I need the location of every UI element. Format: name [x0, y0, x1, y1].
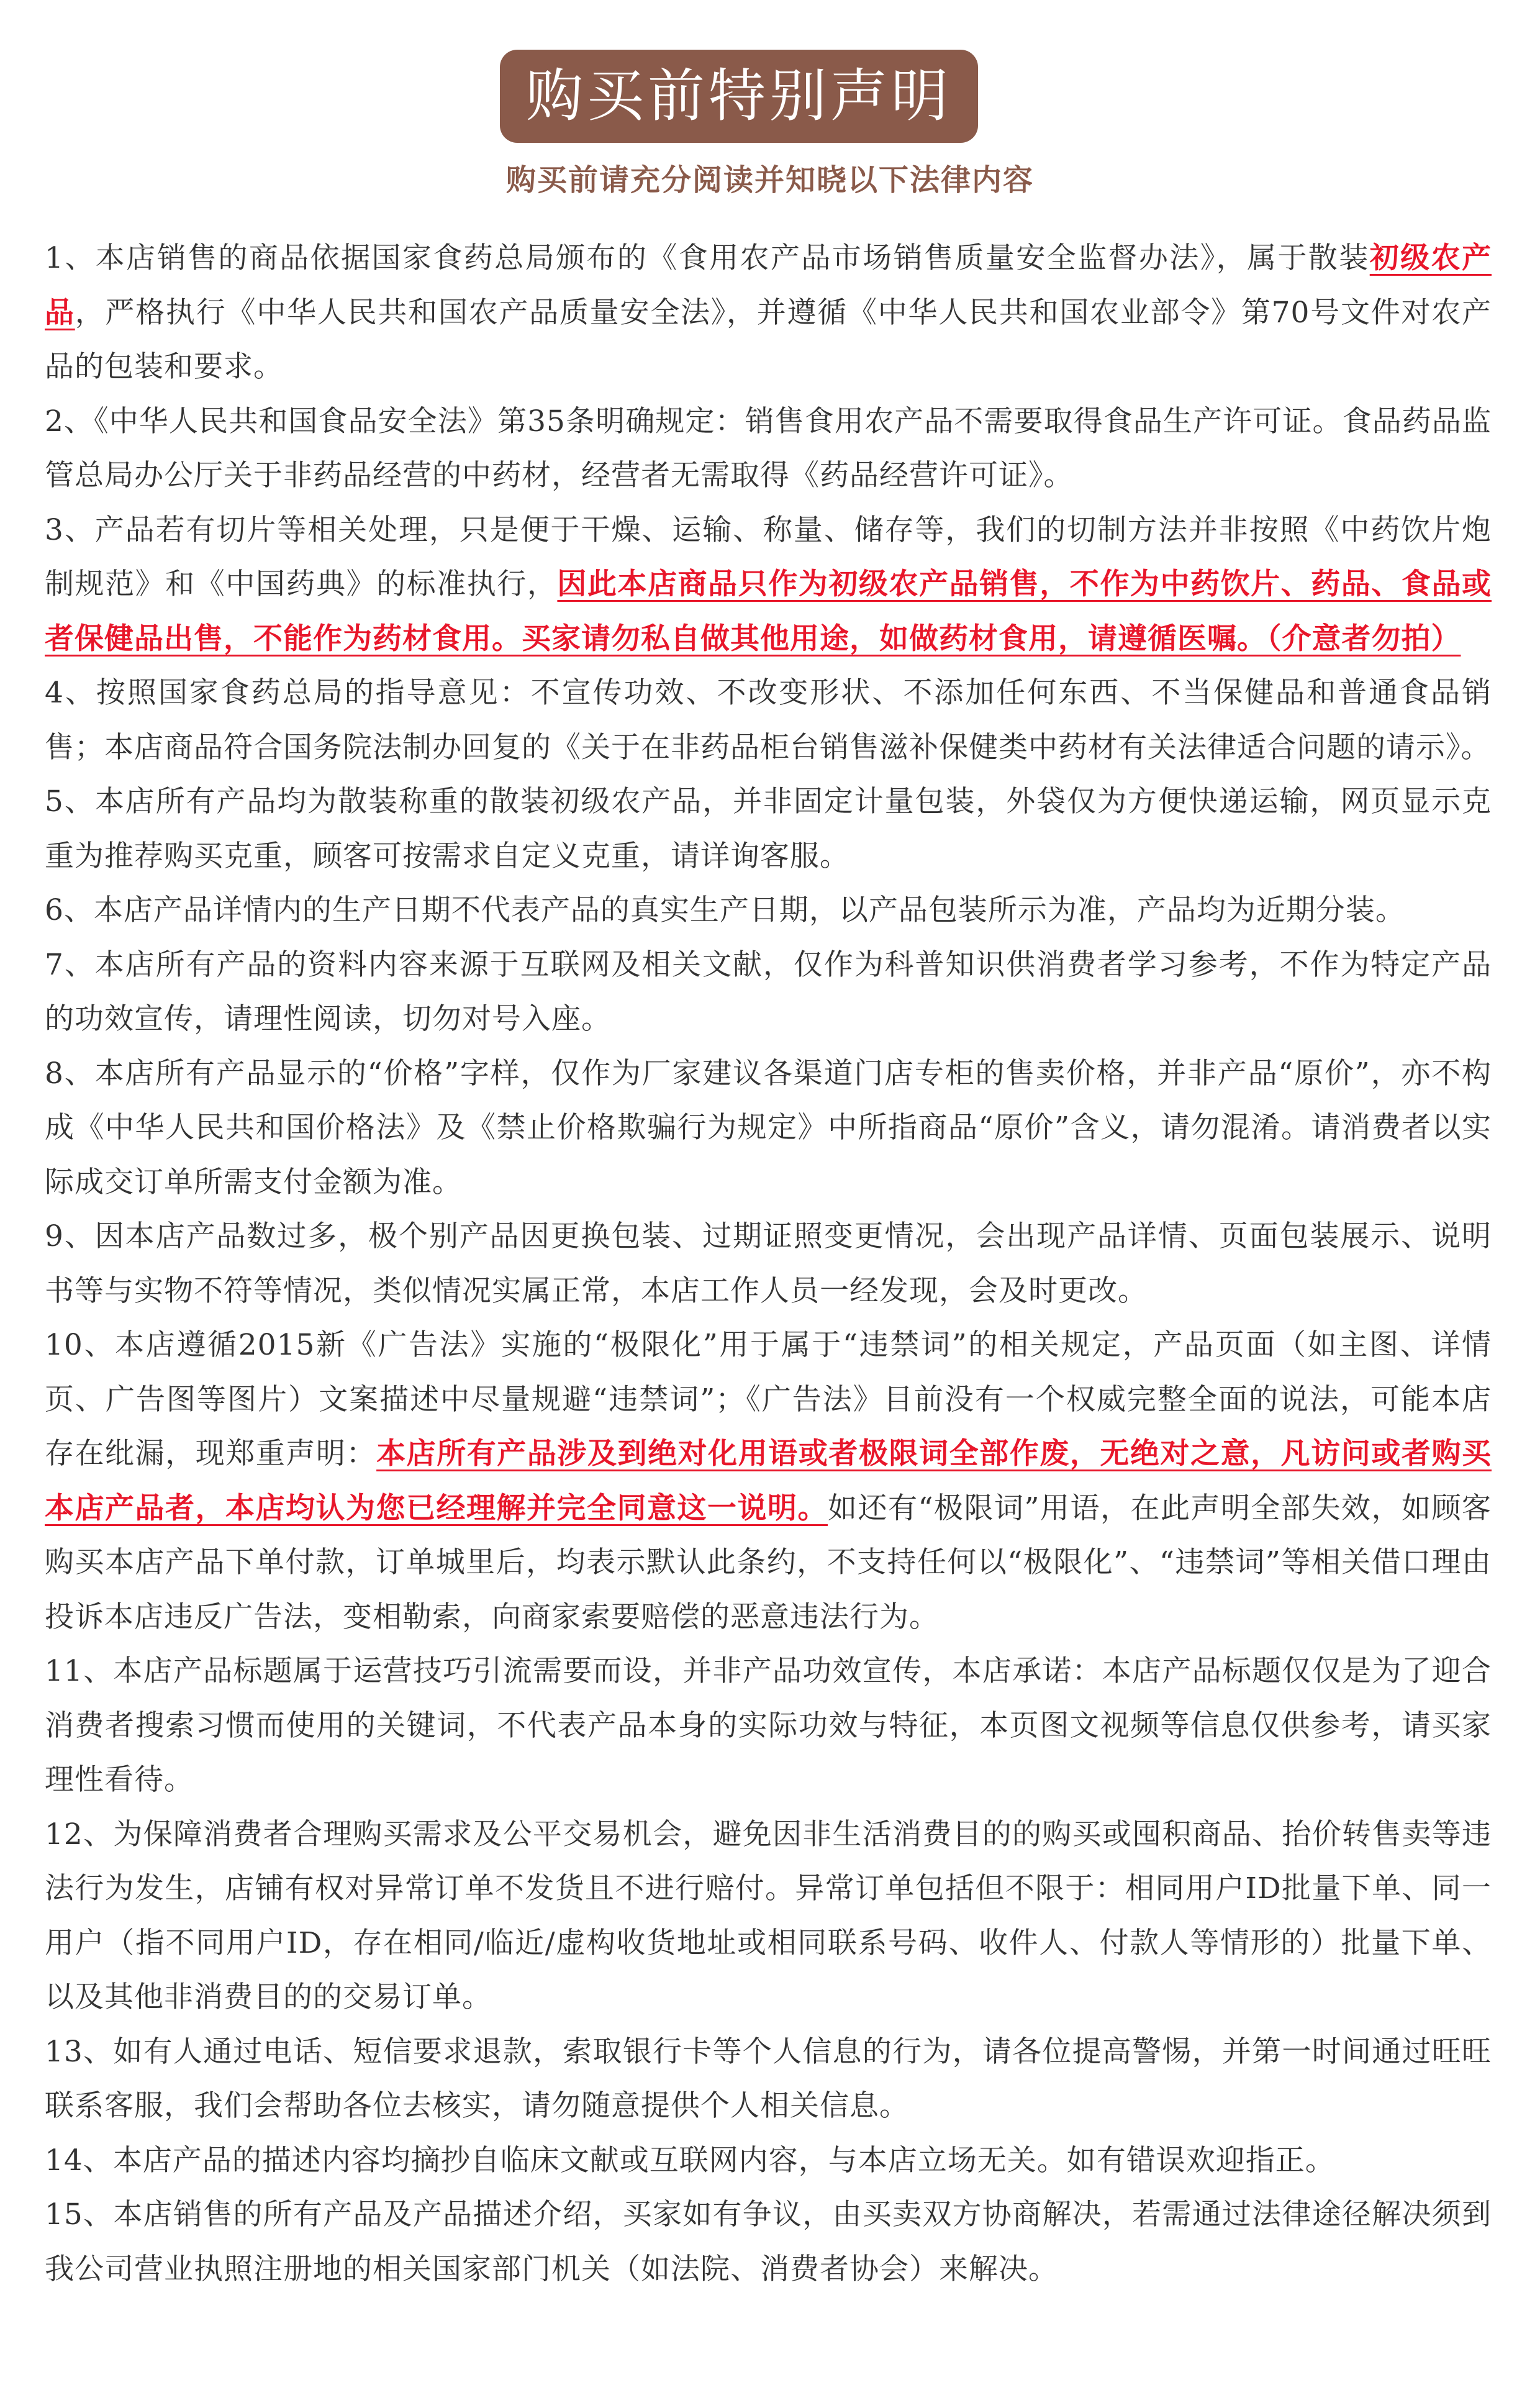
clause-text: 5、本店所有产品均为散装称重的散装初级农产品，并非固定计量包装，外袋仅为方便快递运输，网页显示克重为推荐购买克重，顾客可按需求自定义克重，请详询客服。: [45, 784, 1492, 873]
clause-text: ，严格执行《中华人民共和国农产品质量安全法》，并遵循《中华人民共和国农业部令》第70号文件对农产品的包装和要求。: [45, 295, 1492, 384]
clause-text: 8、本店所有产品显示的“价格”字样，仅作为厂家建议各渠道门店专柜的售卖价格，并非产品“原价”，亦不构成《中华人民共和国价格法》及《禁止价格欺骗行为规定》中所指商品“原价”含义，请勿混淆。请消费者以实际成交订单所需支付金额为准。: [45, 1056, 1492, 1199]
header: [0, 0, 1540, 198]
clause-5: [45, 775, 1492, 883]
clause-text: 7、本店所有产品的资料内容来源于互联网及相关文献，仅作为科普知识供消费者学习参考，不作为特定产品的功效宣传，请理性阅读，切勿对号入座。: [45, 947, 1492, 1036]
clause-11: [45, 1644, 1492, 1807]
clause-7: [45, 938, 1492, 1047]
clause-13: [45, 2025, 1492, 2133]
clause-8: [45, 1047, 1492, 1210]
clause-1: [45, 231, 1492, 394]
clause-highlight: 本店所有产品涉及到绝对化用语或者极限词全部作废，无绝对之意，凡访问或者购买本店产品者，本店均认为您已经理解并完全同意这一说明。: [45, 1437, 1492, 1525]
clause-15: [45, 2187, 1492, 2296]
clause-text: 12、为保障消费者合理购买需求及公平交易机会，避免因非生活消费目的的购买或囤积商品、抬价转售卖等违法行为发生，店铺有权对异常订单不发货且不进行赔付。异常订单包括但不限于：相同用户ID批量下单、同一用户（指不同用户ID，存在相同/临近/虚构收货地址或相同联系号码、收件人、付款人等情形的）批量下单、以及其他非消费目的的交易订单。: [45, 1817, 1492, 2014]
clause-text: 11、本店产品标题属于运营技巧引流需要而设，并非产品功效宣传，本店承诺：本店产品标题仅仅是为了迎合消费者搜索习惯而使用的关键词，不代表产品本身的实际功效与特征，本页图文视频等信息仅供参考，请买家理性看待。: [45, 1654, 1492, 1797]
clause-9: [45, 1209, 1492, 1318]
clause-text: 14、本店产品的描述内容均摘抄自临床文献或互联网内容，与本店立场无关。如有错误欢迎指正。: [45, 2143, 1335, 2178]
statement-body: [45, 231, 1492, 2380]
clause-text: 10、本店遵循2015新《广告法》实施的“极限化”用于属于“违禁词”的相关规定，产品页面（如主图、详情页、广告图等图片）文案描述中尽量规避“违禁词”；《广告法》目前没有一个权威完整全面的说法，可能本店存在纰漏，现郑重声明：: [45, 1328, 1492, 1471]
clause-highlight: 因此本店商品只作为初级农产品销售，不作为中药饮片、药品、食品或者保健品出售，不能作为药材食用。买家请勿私自做其他用途，如做药材食用，请遵循医嘱。（介意者勿拍）: [45, 567, 1492, 656]
clause-10: [45, 1318, 1492, 1644]
clause-text: 9、因本店产品数过多，极个别产品因更换包装、过期证照变更情况，会出现产品详情、页面包装展示、说明书等与实物不符等情况，类似情况实属正常，本店工作人员一经发现，会及时更改。: [45, 1219, 1492, 1308]
clause-12: [45, 1807, 1492, 2025]
clause-4: [45, 666, 1492, 775]
clause-text: 4、按照国家食药总局的指导意见：不宣传功效、不改变形状、不添加任何东西、不当保健品和普通食品销售；本店商品符合国务院法制办回复的《关于在非药品柜台销售滋补保健类中药材有关法律适合问题的请示》。: [45, 676, 1492, 765]
clause-14: [45, 2133, 1492, 2188]
clause-highlight: 初级农产品: [45, 241, 1492, 330]
clause-text: 1、本店销售的商品依据国家食药总局颁布的《食用农产品市场销售质量安全监督办法》，属于散装: [45, 241, 1370, 275]
page-subtitle: 购买前请充分阅读并知晓以下法律内容: [505, 163, 1034, 198]
clause-text: 15、本店销售的所有产品及产品描述介绍，买家如有争议，由买卖双方协商解决，若需通过法律途径解决须到我公司营业执照注册地的相关国家部门机关（如法院、消费者协会）来解决。: [45, 2197, 1492, 2286]
clause-6: [45, 883, 1492, 938]
clause-3: [45, 503, 1492, 666]
clause-text: 如还有“极限词”用语，在此声明全部失效，如顾客购买本店产品下单付款，订单城里后，均表示默认此条约，不支持任何以“极限化”、“违禁词”等相关借口理由投诉本店违反广告法，变相勒索，向商家索要赔偿的恶意违法行为。: [45, 1491, 1492, 1634]
clause-text: 13、如有人通过电话、短信要求退款，索取银行卡等个人信息的行为，请各位提高警惕，并第一时间通过旺旺联系客服，我们会帮助各位去核实，请勿随意提供个人相关信息。: [45, 2034, 1492, 2123]
clause-text: 2、《中华人民共和国食品安全法》第35条明确规定：销售食用农产品不需要取得食品生产许可证。食品药品监管总局办公厅关于非药品经营的中药材，经营者无需取得《药品经营许可证》。: [45, 404, 1492, 493]
page-title: 购买前特别声明: [500, 50, 978, 143]
clause-2: [45, 394, 1492, 503]
clause-text: 3、产品若有切片等相关处理，只是便于干燥、运输、称量、储存等，我们的切制方法并非按照《中药饮片炮制规范》和《中国药典》的标准执行，: [45, 512, 1492, 601]
clause-text: 6、本店产品详情内的生产日期不代表产品的真实生产日期，以产品包装所示为准，产品均为近期分装。: [45, 893, 1405, 927]
